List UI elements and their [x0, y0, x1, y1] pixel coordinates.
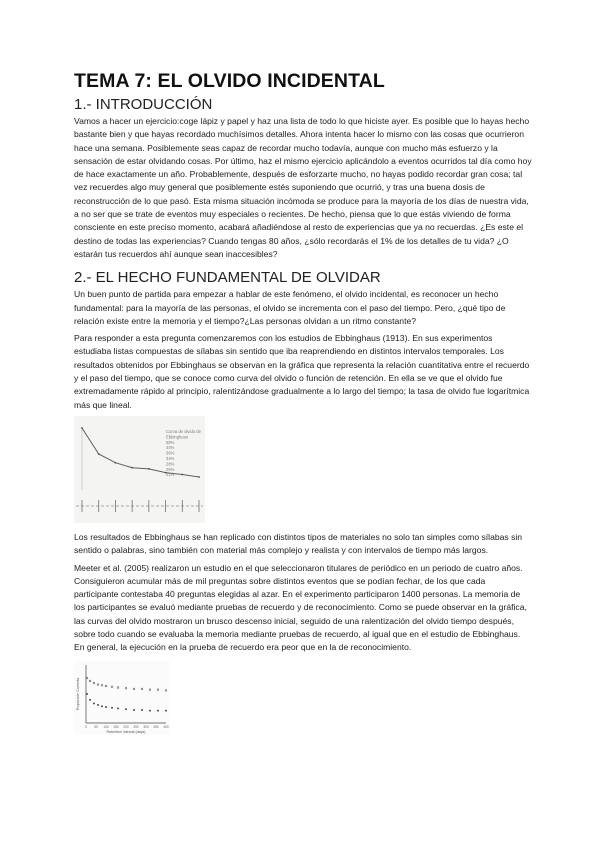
recall-point — [111, 707, 113, 709]
recall-point — [125, 708, 127, 710]
recall-point — [89, 699, 91, 701]
recall-point — [149, 709, 151, 711]
paragraph-hecho-2: Para responder a esta pregunta comenzaremos con los estudios de Ebbinghaus (1913). En sus experimentos estudiaba listas compuestas de sílabas sin sentido que iba reaprendiendo en distintos intervalos temporales. Los resultados obtenidos por Ebbinghaus se observan en la gráfica que representa la relación cuantitativa entre el recuerdo y el paso del tiempo, que se conoce como curva del olvido o función de retención. En ella se ve que el olvido fue extremadamente rápido al principio, ralentizándose gradualmente a lo largo del tiempo; la tasa de olvido fue logarítmica más que lineal. — [74, 333, 530, 410]
ebbinghaus-figure — [74, 416, 205, 523]
legend-text: 58% — [166, 439, 175, 445]
recall-point — [165, 709, 167, 711]
x-tick-label: 250 — [133, 724, 139, 729]
paragraph-hecho-3: Los resultados de Ebbinghaus se han replicado con distintos tipos de materiales no solo tan simples como sílabas sin sentido o palabras, sino también con material más complejo y realista y con intervalos de tiempo más largos. — [74, 531, 523, 556]
meeter-forgetting-curves-chart — [74, 661, 170, 735]
curve-point — [98, 453, 100, 455]
legend-text: 28% — [166, 461, 175, 467]
x-tick-label: 300 — [143, 724, 149, 729]
recall-point — [97, 704, 99, 706]
recall-point — [86, 693, 88, 695]
x-tick-label: 100 — [103, 724, 109, 729]
paragraph-introduccion: Vamos a hacer un ejercicio:coge lápiz y papel y haz una lista de todo lo que hiciste ayer. Es posible que lo hayas hecho bastante bien y que hayas recordado muchísimos detalles. Ahora intenta hacer lo mismo con las cosas que ocurrieron hace una semana. Posiblemente seas capaz de recordar mucho todavía, aunque con mucho más esfuerzo y la sensación de estar olvidando cosas. Por último, haz el mismo ejercicio aplicándolo a eventos ocurridos tal día como hoy de hace exactamente un año. Probablemente, después de esforzarte mucho, no hayas podido recordar gran cosa; tal vez recuerdes algo muy general que posiblemente estés suponiendo que ocurrió, y tras una buena dosis de reconstrucción de lo que pasó. Esta misma situación incómoda se produce para la mayoría de los días de nuestra vida, a no ser que se trate de eventos muy especiales o recientes. De hecho, piensa que lo que estás viviendo de forma consciente en este preciso momento, acabará añadiéndose al resto de experiencias que ya no recuerdas. ¿Es este el destino de todas las experiencias? Cuando tengas 80 años, ¿sólo recordarás el 1% de los detalles de tu vida? ¿O estarán tus recuerdos ahí aunque sean inaccesibles? — [74, 116, 532, 259]
legend-text: 34% — [166, 455, 175, 461]
meeter-figure — [74, 661, 170, 735]
x-tick-label: 200 — [123, 724, 129, 729]
curve-point — [198, 476, 200, 478]
curve-point — [148, 468, 150, 470]
legend-text: 21% — [166, 472, 175, 478]
section-heading-introduccion: 1.- INTRODUCCIÓN — [74, 96, 213, 113]
x-tick-label: 0 — [85, 724, 87, 729]
x-tick-label: 50 — [94, 724, 98, 729]
curve-point — [165, 472, 167, 474]
legend-text: 36% — [166, 450, 175, 456]
y-axis-label: Proporción Correcta — [76, 677, 80, 710]
legend-text: Curva de olvido de — [166, 428, 201, 434]
recall-point — [133, 709, 135, 711]
legend-text: 44% — [166, 445, 175, 451]
curve-point — [115, 462, 117, 464]
recall-point — [117, 707, 119, 709]
document-page — [74, 70, 532, 735]
paragraph-hecho-4: Meeter et al. (2005) realizaron un estudio en el que seleccionaron titulares de periódico en un periodo de cuatro años. Consiguieron acumular más de mil preguntas sobre distintos eventos que se podían fechar, de los que cada participante contestaba 40 preguntas elegidas al azar. En el experimento participaron 1400 personas. La memoria de los participantes se evaluó mediante pruebas de recuerdo y de reconocimiento. Como se puede observar en la gráfica, las curvas del olvido mostraron un brusco descenso inicial, seguido de una ralentización del olvido tiempo después, sobre todo cuando se evaluaba la memoria mediante pruebas de recuerdo, al igual que en el estudio de Ebbinghaus. En general, la ejecución en la prueba de recuerdo era peor que en la de reconocimiento. — [74, 562, 527, 653]
x-tick-label: 400 — [163, 724, 169, 729]
recall-point — [101, 705, 103, 707]
page-title: TEMA 7: EL OLVIDO INCIDENTAL — [74, 70, 385, 92]
recall-point — [93, 702, 95, 704]
curve-point — [131, 467, 133, 469]
curve-point — [81, 427, 83, 429]
x-tick-label: 150 — [113, 724, 119, 729]
section-heading-hecho-fundamental: 2.- EL HECHO FUNDAMENTAL DE OLVIDAR — [74, 269, 381, 287]
ebbinghaus-forgetting-curve-chart — [74, 416, 205, 523]
legend-text: 25% — [166, 466, 175, 472]
curve-point — [181, 474, 183, 476]
recall-point — [141, 709, 143, 711]
paragraph-hecho-1: Un buen punto de partida para empezar a hablar de este fenómeno, el olvido incidental, es reconocer un hecho fundamental: para la mayoría de las personas, el olvido se incrementa con el paso del tiempo. Pero, ¿qué tipo de relación existe entre la memoria y el tiempo?¿Las personas olvidan a un ritmo constante? — [74, 289, 506, 326]
x-tick-label: 350 — [153, 724, 159, 729]
recall-point — [157, 709, 159, 711]
x-axis-label: Retention interval (days) — [106, 729, 146, 734]
legend-text: Ebbinghaus — [166, 434, 189, 440]
recall-point — [105, 706, 107, 708]
